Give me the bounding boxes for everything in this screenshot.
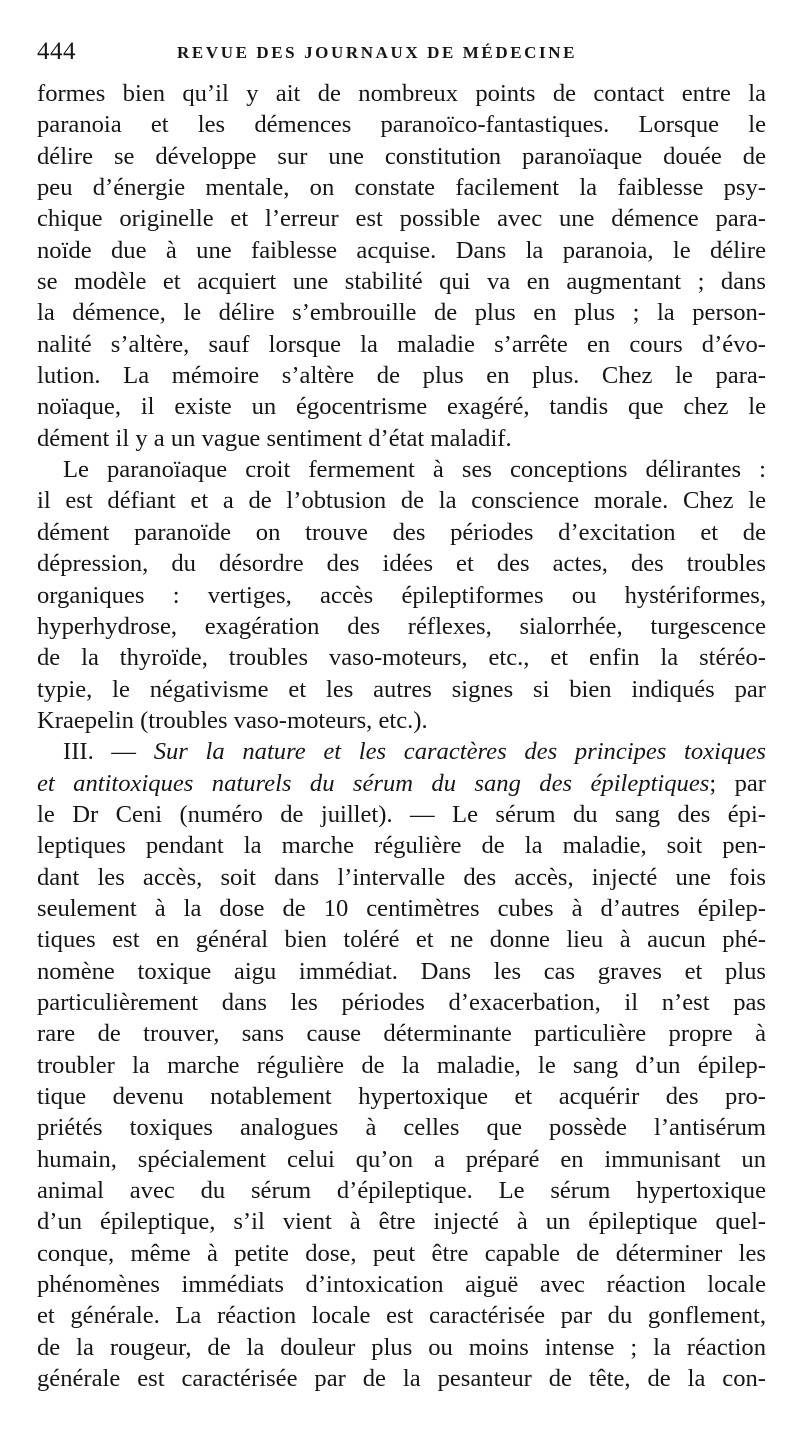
text-line: formes bien qu’il y ait de nombreux points de contact entre la (37, 80, 766, 107)
text-line: leptiques pendant la marche régulière de la maladie, soit pen- (37, 832, 766, 860)
text-line: tique devenu notablement hypertoxique et acquérir des pro- (37, 1083, 766, 1110)
text-line: dépression, du désordre des idées et des actes, des troubles (37, 550, 766, 578)
text-line: troubler la marche régulière de la maladie, le sang d’un épilep- (37, 1051, 766, 1079)
text-line: se modèle et acquiert une stabilité qui va en augmentant ; dans (37, 268, 766, 296)
body-text (37, 78, 766, 1394)
text-line: priétés toxiques analogues à celles que possède l’antisérum (37, 1114, 766, 1142)
text-line: particulièrement dans les périodes d’exacerbation, il n’est pas (37, 988, 766, 1016)
page-number: 444 (37, 38, 76, 65)
text-line: humain, spécialement celui qu’on a préparé en immunisant un (37, 1145, 766, 1173)
text-line: de la thyroïde, troubles vaso-moteurs, etc., et enfin la stéréo- (37, 644, 766, 672)
text-line: rare de trouver, sans cause déterminante particulière propre à (37, 1020, 766, 1048)
text-line: le Dr Ceni (numéro de juillet). — Le sérum du sang des épi- (37, 800, 766, 828)
text-line: Le paranoïaque croit fermement à ses conceptions délirantes : (63, 456, 766, 484)
text-line: dément il y a un vague sentiment d’état maladif. (37, 424, 512, 452)
text-line: chique originelle et l’erreur est possible avec une démence para- (37, 205, 766, 233)
text-line: de la rougeur, de la douleur plus ou moins intense ; la réaction (37, 1333, 766, 1361)
text-line: nomène toxique aigu immédiat. Dans les cas graves et plus (37, 957, 766, 985)
text-line: lution. La mémoire s’altère de plus en plus. Chez le para- (37, 362, 766, 390)
text-line: noïde due à une faiblesse acquise. Dans la paranoia, le délire (37, 236, 766, 264)
text-line: tiques est en général bien toléré et ne donne lieu à aucun phé- (37, 926, 766, 954)
text-line: d’un épileptique, s’il vient à être injecté à un épileptique quel- (37, 1208, 766, 1236)
text-line: la démence, le délire s’embrouille de plus en plus ; la person- (37, 299, 766, 327)
section-heading-line (37, 736, 766, 767)
text-line: Kraepelin (troubles vaso-moteurs, etc.). (37, 706, 428, 734)
text-line: phénomènes immédiats d’intoxication aiguë avec réaction locale (37, 1271, 766, 1299)
text-line: hyperhydrose, exagération des réflexes, sialorrhée, turgescence (37, 612, 766, 640)
text-line: dément paranoïde on trouve des périodes d’excitation et de (37, 518, 766, 546)
text-line: et générale. La réaction locale est caractérisée par du gonflement, (37, 1302, 766, 1330)
text-line: paranoia et les démences paranoïco-fantastiques. Lorsque le (37, 111, 766, 139)
text-line: générale est caractérisée par de la pesanteur de tête, de la con- (37, 1365, 766, 1393)
text-fragment: ; par (709, 769, 766, 797)
text-line: noïaque, il existe un égocentrisme exagéré, tandis que chez le (37, 393, 766, 421)
text-line: peu d’énergie mentale, on constate facilement la faiblesse psy- (37, 174, 766, 202)
page-header (37, 38, 766, 78)
text-line: typie, le négativisme et les autres signes si bien indiqués par (37, 675, 766, 703)
running-head: REVUE DES JOURNAUX DE MÉDECINE (177, 43, 578, 62)
text-line: conque, même à petite dose, peut être capable de déterminer les (37, 1239, 766, 1267)
text-line: organiques : vertiges, accès épileptiformes ou hystériformes, (37, 581, 766, 609)
article-title-part: et antitoxiques naturels du sérum du sang des épileptiques (37, 769, 710, 797)
text-line: nalité s’altère, sauf lorsque la maladie s’arrête en cours d’évo- (37, 330, 766, 358)
text-line: délire se développe sur une constitution paranoïaque douée de (37, 142, 766, 170)
article-title-part: Sur la nature et les caractères des principes toxiques (153, 738, 766, 766)
text-line: seulement à la dose de 10 centimètres cubes à d’autres épilep- (37, 894, 766, 922)
section-heading-line (37, 768, 766, 799)
text-line: dant les accès, soit dans l’intervalle des accès, injecté une fois (37, 863, 766, 891)
text-line: il est défiant et a de l’obtusion de la conscience morale. Chez le (37, 487, 766, 515)
section-number: III. — (63, 738, 154, 766)
text-line: animal avec du sérum d’épileptique. Le sérum hypertoxique (37, 1177, 766, 1205)
